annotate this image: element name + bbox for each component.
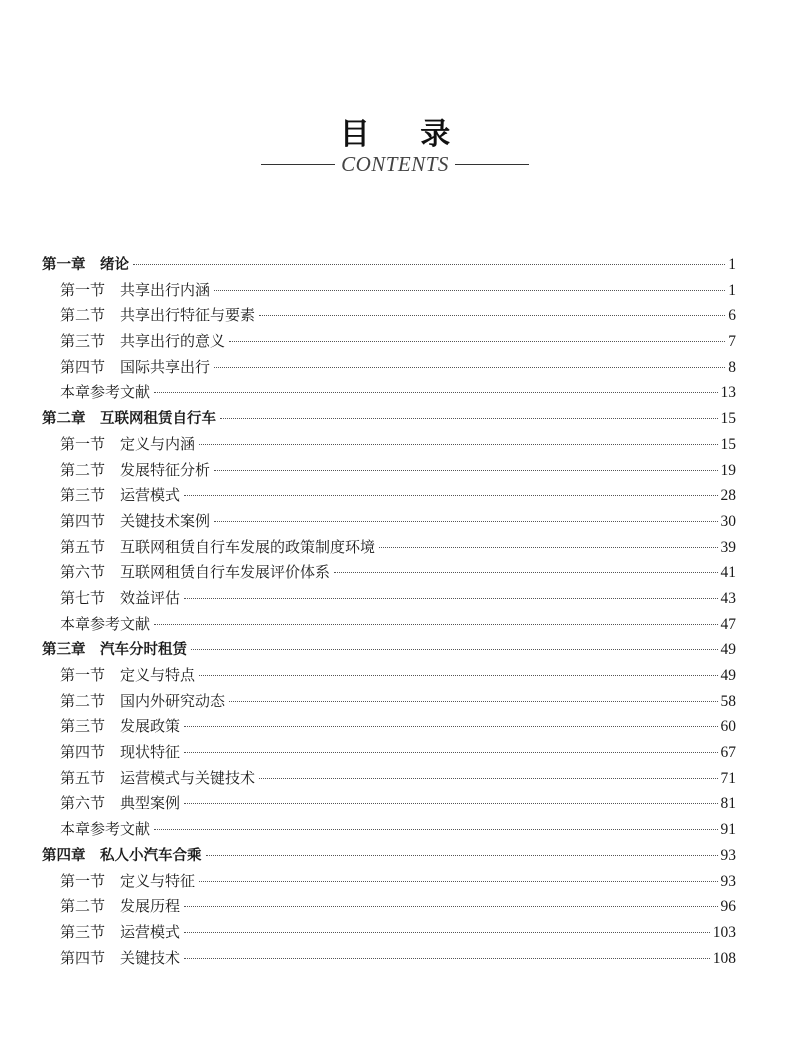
toc-entry-label: 第三节 发展政策 (60, 717, 181, 736)
toc-section-entry[interactable] (42, 433, 736, 459)
toc-section-entry[interactable] (42, 767, 736, 793)
table-of-contents (42, 253, 736, 972)
toc-entry-label: 第三节 共享出行的意义 (60, 332, 226, 351)
toc-entry-label: 第三节 运营模式 (60, 486, 181, 505)
dot-leader (133, 264, 725, 265)
toc-entry-page-number: 41 (720, 564, 736, 582)
toc-section-entry[interactable] (42, 330, 736, 356)
toc-entry-page-number: 49 (720, 641, 736, 659)
dot-leader (184, 598, 717, 599)
subtitle-row (0, 152, 790, 176)
toc-entry-page-number: 103 (712, 923, 736, 941)
toc-entry-label: 第三章 汽车分时租赁 (42, 642, 187, 659)
toc-section-entry[interactable] (42, 510, 736, 536)
toc-entry-page-number: 43 (720, 589, 736, 607)
toc-entry-label: 第六节 典型案例 (60, 794, 181, 813)
toc-entry-page-number: 19 (720, 461, 736, 479)
toc-entry-page-number: 91 (720, 821, 736, 839)
dot-leader (379, 547, 717, 548)
toc-section-entry[interactable] (42, 690, 736, 716)
toc-entry-label: 第五节 互联网租赁自行车发展的政策制度环境 (60, 537, 376, 556)
toc-entry-label: 第一节 定义与特征 (60, 871, 196, 890)
toc-entry-label: 第四节 关键技术案例 (60, 511, 211, 530)
toc-section-entry[interactable] (42, 921, 736, 947)
toc-entry-label: 第一节 定义与内涵 (60, 434, 196, 453)
toc-entry-label: 第三节 运营模式 (60, 922, 181, 941)
page-title: 目 录 (339, 117, 471, 152)
toc-section-entry[interactable] (42, 279, 736, 305)
toc-section-entry[interactable] (42, 484, 736, 510)
dot-leader (206, 855, 718, 856)
toc-entry-page-number: 13 (720, 384, 736, 402)
dot-leader (229, 701, 717, 702)
left-rule (261, 164, 335, 165)
toc-entry-page-number: 81 (720, 795, 736, 813)
toc-section-entry[interactable] (42, 947, 736, 973)
dot-leader (199, 881, 717, 882)
toc-entry-page-number: 1 (728, 256, 736, 273)
toc-entry-page-number: 7 (728, 333, 736, 351)
toc-entry-page-number: 8 (728, 358, 736, 376)
toc-section-entry[interactable] (42, 561, 736, 587)
toc-entry-label: 第四节 现状特征 (60, 743, 181, 762)
dot-leader (184, 495, 717, 496)
toc-entry-page-number: 67 (720, 744, 736, 762)
toc-section-entry[interactable] (42, 870, 736, 896)
toc-entry-label: 第二节 国内外研究动态 (60, 691, 226, 710)
toc-entry-page-number: 60 (720, 718, 736, 736)
toc-entry-page-number: 39 (720, 538, 736, 556)
toc-entry-page-number: 30 (720, 512, 736, 530)
toc-entry-page-number: 28 (720, 487, 736, 505)
toc-section-entry[interactable] (42, 895, 736, 921)
toc-entry-label: 第二节 发展历程 (60, 897, 181, 916)
toc-chapter-entry[interactable] (42, 638, 736, 664)
toc-entry-label: 第五节 运营模式与关键技术 (60, 768, 256, 787)
toc-entry-label: 第一节 定义与特点 (60, 666, 196, 684)
toc-entry-page-number: 96 (720, 898, 736, 916)
toc-section-entry[interactable] (42, 381, 736, 407)
toc-chapter-entry[interactable] (42, 844, 736, 870)
toc-entry-label: 第二节 共享出行特征与要素 (60, 306, 256, 325)
dot-leader (154, 392, 717, 393)
toc-header (0, 118, 790, 176)
toc-entry-label: 第一节 共享出行内涵 (60, 280, 211, 299)
page-subtitle: CONTENTS (341, 152, 449, 176)
toc-entry-label: 第二节 发展特征分析 (60, 460, 211, 479)
toc-entry-page-number: 6 (728, 307, 736, 325)
toc-entry-page-number: 93 (720, 872, 736, 890)
dot-leader (184, 803, 717, 804)
toc-section-entry[interactable] (42, 587, 736, 613)
dot-leader (199, 444, 717, 445)
dot-leader (184, 752, 717, 753)
dot-leader (229, 341, 725, 342)
right-rule (455, 164, 529, 165)
toc-section-entry[interactable] (42, 356, 736, 382)
toc-entry-page-number: 108 (712, 949, 736, 967)
toc-entry-label: 第六节 互联网租赁自行车发展评价体系 (60, 563, 331, 582)
toc-chapter-entry[interactable] (42, 407, 736, 433)
dot-leader (184, 932, 710, 933)
toc-entry-label: 第二章 互联网租赁自行车 (42, 411, 216, 428)
toc-entry-page-number: 47 (720, 615, 736, 633)
dot-leader (334, 572, 717, 573)
toc-section-entry[interactable] (42, 792, 736, 818)
toc-entry-page-number: 15 (720, 410, 736, 428)
toc-entry-page-number: 1 (728, 281, 736, 299)
toc-section-entry[interactable] (42, 613, 736, 639)
dot-leader (184, 726, 717, 727)
dot-leader (184, 958, 710, 959)
dot-leader (154, 624, 717, 625)
dot-leader (199, 675, 717, 676)
toc-entry-label: 第四节 国际共享出行 (60, 357, 211, 376)
toc-section-entry[interactable] (42, 536, 736, 562)
toc-entry-label: 本章参考文献 (60, 820, 151, 839)
dot-leader (184, 906, 717, 907)
toc-entry-label: 第四章 私人小汽车合乘 (42, 847, 202, 864)
toc-entry-label: 本章参考文献 (60, 383, 151, 402)
toc-entry-page-number: 49 (720, 667, 736, 684)
dot-leader (191, 649, 718, 650)
toc-section-entry[interactable] (42, 304, 736, 330)
toc-section-entry[interactable] (42, 459, 736, 485)
toc-entry-page-number: 93 (720, 846, 736, 864)
toc-section-entry[interactable] (42, 818, 736, 844)
toc-entry-page-number: 15 (720, 435, 736, 453)
dot-leader (259, 778, 717, 779)
dot-leader (214, 470, 717, 471)
toc-section-entry[interactable] (42, 664, 736, 690)
toc-section-entry[interactable] (42, 741, 736, 767)
dot-leader (214, 521, 717, 522)
toc-entry-label: 第四节 关键技术 (60, 948, 181, 967)
dot-leader (154, 829, 717, 830)
toc-section-entry[interactable] (42, 715, 736, 741)
dot-leader (214, 290, 725, 291)
toc-entry-label: 本章参考文献 (60, 614, 151, 633)
toc-entry-label: 第七节 效益评估 (60, 588, 181, 607)
toc-entry-label: 第一章 绪论 (42, 257, 129, 273)
toc-chapter-entry[interactable] (42, 253, 736, 279)
dot-leader (214, 367, 725, 368)
toc-entry-page-number: 71 (720, 769, 736, 787)
dot-leader (259, 315, 725, 316)
toc-entry-page-number: 58 (720, 692, 736, 710)
dot-leader (220, 418, 718, 419)
